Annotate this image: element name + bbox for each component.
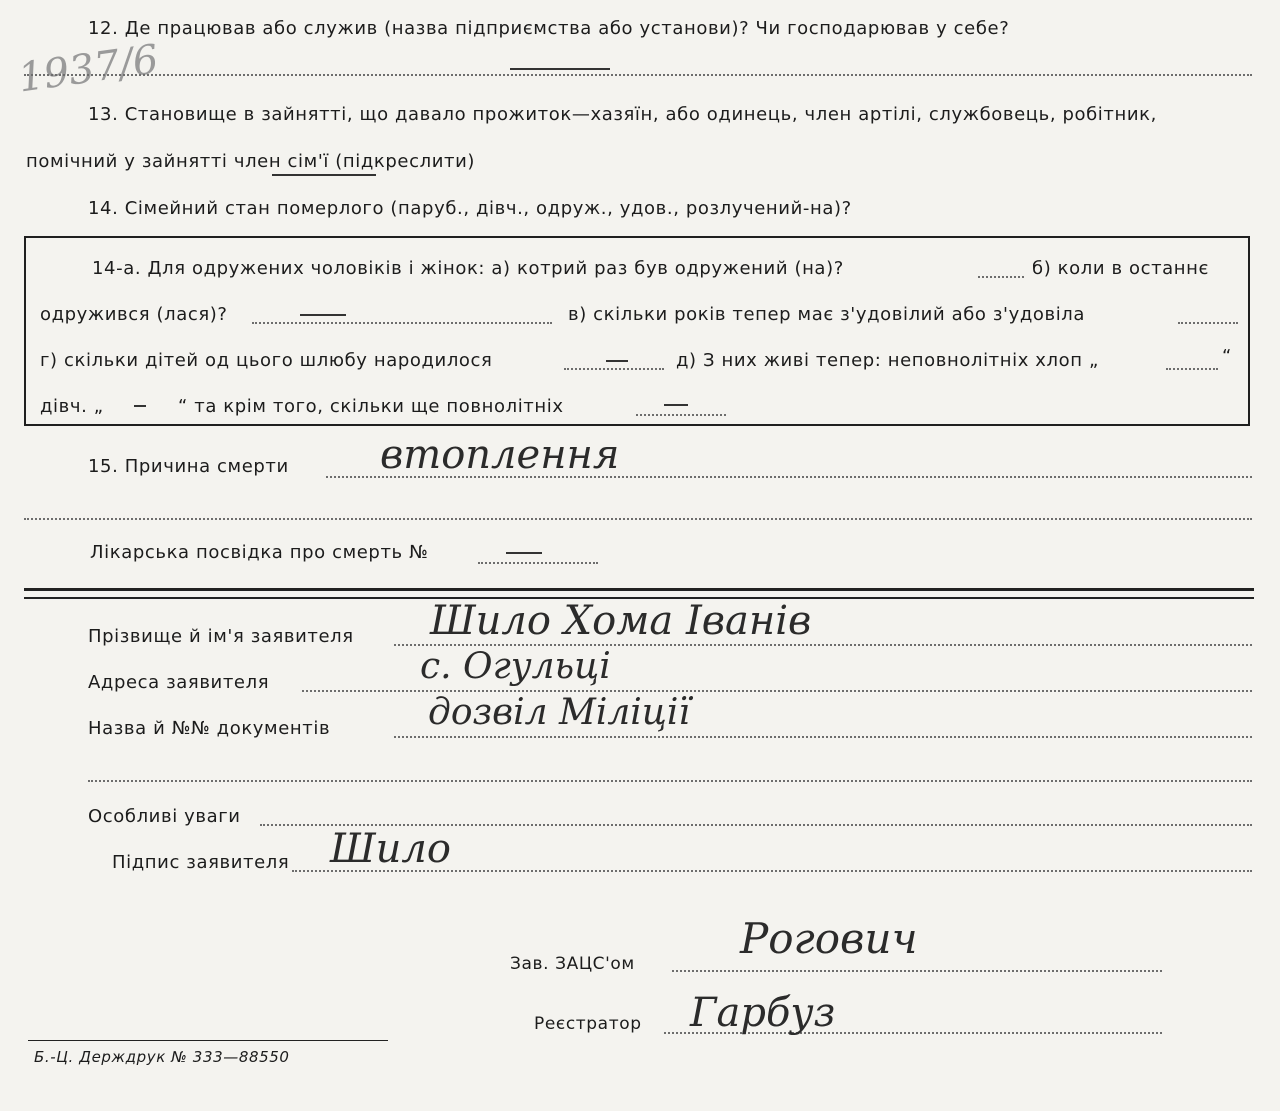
question-14a-line3b: д) З них живі тепер: неповнолітніх хлоп „ xyxy=(676,350,1099,371)
answer-line-14a-d xyxy=(1166,368,1218,370)
blank-line xyxy=(88,780,1252,782)
applicant-name-value: Шило Хома Іванів xyxy=(430,598,812,644)
margin-note: 1937/6 xyxy=(15,36,162,102)
answer-14a-adult-dash xyxy=(664,404,688,406)
answer-12-dash xyxy=(510,68,610,70)
answer-line-12 xyxy=(24,74,1252,76)
question-14a-line3c: “ xyxy=(1222,346,1232,367)
underline-family-member xyxy=(272,174,376,176)
answer-14a-girls-dash xyxy=(134,405,146,407)
imprint-rule xyxy=(28,1040,388,1041)
question-13-line1: 13. Становище в зайнятті, що давало прожиток—хазяїн, або одинець, член артілі, службовець, робітник, xyxy=(88,104,1157,125)
medical-cert-dash xyxy=(506,552,542,554)
cause-of-death-value: втоплення xyxy=(380,432,620,478)
applicant-name-label: Прізвище й ім'я заявителя xyxy=(88,626,354,647)
question-14a-line4: дівч. „ xyxy=(40,396,104,417)
answer-line-14a-adult xyxy=(636,414,726,416)
answer-line-14a-g xyxy=(564,368,664,370)
question-12: 12. Де працював або служив (назва підприємства або установи)? Чи господарював у себе? xyxy=(88,18,1010,39)
head-label: Зав. ЗАЦС'ом xyxy=(510,954,635,974)
answer-14a-b-dash xyxy=(300,314,346,316)
answer-line-14a-a xyxy=(978,276,1024,278)
question-14: 14. Сімейний стан померлого (паруб., дівч., одруж., удов., розлучений-на)? xyxy=(88,198,852,219)
applicant-address-label: Адреса заявителя xyxy=(88,672,270,693)
medical-cert-line xyxy=(478,562,598,564)
separator-top xyxy=(24,588,1254,591)
question-14a-line4b: “ та крім того, скільки ще повнолітніх xyxy=(178,396,564,417)
question-15-label: 15. Причина смерти xyxy=(88,456,289,477)
answer-line-14a-b xyxy=(252,322,552,324)
question-14a-line3: г) скільки дітей од цього шлюбу народилося xyxy=(40,350,493,371)
question-14a-line2: одружився (лася)? xyxy=(40,304,228,325)
answer-line-15-b xyxy=(24,518,1252,520)
applicant-signature-label: Підпис заявителя xyxy=(112,852,290,873)
head-signature: Рогович xyxy=(740,914,918,963)
question-14a-line1: 14-а. Для одружених чоловіків і жінок: а) котрий раз був одружений (на)? xyxy=(92,258,844,279)
applicant-signature-value: Шило xyxy=(330,826,451,872)
applicant-address-value: с. Огульці xyxy=(420,646,611,687)
applicant-docs-line xyxy=(394,736,1252,738)
medical-cert-label: Лікарська посвідка про смерть № xyxy=(90,542,429,563)
head-signature-line xyxy=(672,970,1162,972)
answer-14a-g-dash xyxy=(606,360,628,362)
special-notes-label: Особливі уваги xyxy=(88,806,241,827)
applicant-docs-value: дозвіл Міліції xyxy=(428,692,690,733)
question-14a-line2b: в) скільки років тепер має з'удовілий або з'удовіла xyxy=(568,304,1086,325)
question-13-line2: помічний у зайнятті член сім'ї (підкреслити) xyxy=(26,151,476,172)
answer-line-14a-v xyxy=(1178,322,1238,324)
registrar-signature: Гарбуз xyxy=(690,990,836,1036)
registrar-label: Реєстратор xyxy=(534,1014,642,1034)
applicant-docs-label: Назва й №№ документів xyxy=(88,718,331,739)
printer-imprint: Б.-Ц. Держдрук № 333—88550 xyxy=(34,1048,290,1066)
question-14a-line1b: б) коли в останнє xyxy=(1032,258,1210,279)
